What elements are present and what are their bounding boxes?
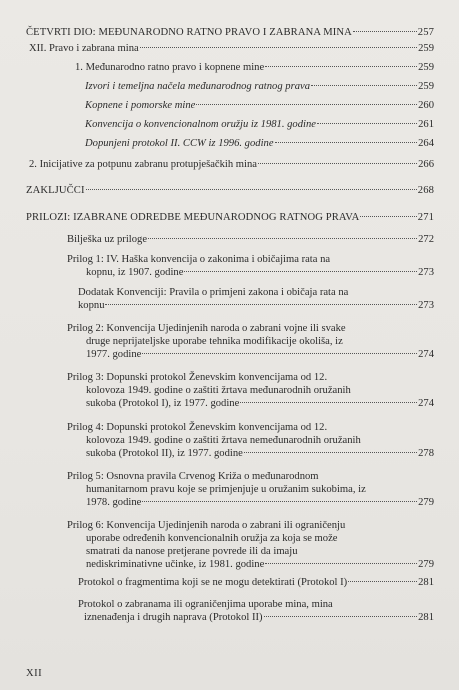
toc-title-line: humanitarnom pravu koje se primjenjuje u oružanim sukobima, iz bbox=[86, 484, 366, 495]
toc-title-line: Prilog 6: Konvencija Ujedinjenih naroda o zabrani ili ograničenju bbox=[67, 520, 346, 531]
toc-title: XII. Pravo i zabrana mina bbox=[29, 43, 139, 54]
toc-title-line: Prilog 2: Konvencija Ujedinjenih naroda o zabrani vojne ili svake bbox=[67, 323, 346, 334]
toc-page-number: 259 bbox=[418, 62, 434, 73]
toc-title-line: Protokol o zabranama ili ograničenjima uporabe mina, mina bbox=[78, 599, 333, 610]
toc-entry-note bbox=[67, 233, 434, 246]
toc-title-line: iznenađenja i drugih naprava (Protokol II) bbox=[84, 612, 263, 623]
toc-page-number: 279 bbox=[418, 497, 434, 508]
toc-page-number: 278 bbox=[418, 448, 434, 459]
toc-entry-appendix-2 bbox=[67, 322, 434, 361]
leader-dots bbox=[196, 104, 417, 105]
toc-page-number: 271 bbox=[417, 212, 434, 223]
toc-entry-section-1 bbox=[75, 61, 434, 74]
toc-entry-protocol-1 bbox=[78, 576, 434, 589]
toc-entry-section-1b bbox=[85, 99, 434, 112]
toc-page-number: 273 bbox=[418, 300, 434, 311]
toc-title: Bilješka uz priloge bbox=[67, 234, 148, 245]
toc-page-number: 281 bbox=[418, 612, 434, 623]
leader-dots bbox=[264, 616, 418, 617]
leader-dots bbox=[265, 563, 417, 564]
leader-dots bbox=[142, 353, 417, 354]
leader-dots bbox=[142, 501, 417, 502]
toc-page-number: 259 bbox=[418, 81, 434, 92]
page-number-footer: XII bbox=[26, 668, 43, 679]
leader-dots bbox=[275, 142, 418, 143]
leader-dots bbox=[240, 402, 417, 403]
toc-title-line: kolovoza 1949. godine o zaštiti žrtava nemeđunarodnih oružanih bbox=[86, 435, 361, 446]
leader-dots bbox=[105, 304, 417, 305]
toc-title-line: Prilog 5: Osnovna pravila Crvenog Križa o međunarodnom bbox=[67, 471, 319, 482]
leader-dots bbox=[184, 271, 417, 272]
leader-dots bbox=[258, 163, 417, 164]
leader-dots bbox=[148, 238, 417, 239]
toc-entry-section-1d bbox=[85, 137, 434, 150]
toc-title: ZAKLJUČCI bbox=[26, 185, 85, 196]
toc-title: 2. Inicijative za potpunu zabranu protupješačkih mina bbox=[29, 159, 257, 170]
toc-entry-section-1a bbox=[85, 80, 434, 93]
toc-title: Protokol o fragmentima koji se ne mogu detektirati (Protokol I) bbox=[78, 577, 348, 588]
toc-entry-appendix-3 bbox=[67, 371, 434, 410]
leader-dots bbox=[353, 31, 417, 32]
leader-dots bbox=[317, 123, 417, 124]
toc-title: Konvencija o konvencionalnom oružju iz 1981. godine bbox=[85, 119, 316, 130]
toc-entry-conclusions bbox=[26, 184, 434, 197]
toc-page-number: 273 bbox=[418, 267, 434, 278]
leader-dots bbox=[311, 85, 417, 86]
toc-entry-section-2 bbox=[29, 158, 434, 171]
toc-page-number: 259 bbox=[418, 43, 434, 54]
toc-entry-appendix-4 bbox=[67, 421, 434, 460]
toc-title: Kopnene i pomorske mine bbox=[85, 100, 196, 111]
toc-title-line: druge neprijateljske uporabe tehnika modifikacije okoliša, iz bbox=[86, 336, 343, 347]
leader-dots bbox=[244, 452, 417, 453]
toc-entry-appendix-6 bbox=[67, 519, 434, 571]
toc-title-line: smatrati da nanose pretjerane povrede ili da imaju bbox=[86, 546, 298, 557]
toc-page-number: 279 bbox=[418, 559, 434, 570]
leader-dots bbox=[140, 47, 417, 48]
toc-entry-appendices bbox=[26, 211, 434, 224]
toc-page-number: 261 bbox=[418, 119, 434, 130]
toc-entry-section-1c bbox=[85, 118, 434, 131]
toc-page-number: 274 bbox=[418, 398, 434, 409]
toc-title: Izvori i temeljna načela međunarodnog ratnog prava bbox=[85, 81, 310, 92]
toc-entry-appendix-5 bbox=[67, 470, 434, 509]
toc-title-line: uporabe određenih konvencionalnih oružja za koja se može bbox=[86, 533, 338, 544]
toc-title-line: 1977. godine bbox=[86, 349, 142, 360]
toc-entry-chapter-12 bbox=[29, 42, 434, 55]
toc-page-number: 266 bbox=[418, 159, 434, 170]
leader-dots bbox=[348, 581, 417, 582]
toc-title: 1. Međunarodno ratno pravo i kopnene mine bbox=[75, 62, 265, 73]
leader-dots bbox=[265, 66, 417, 67]
toc-title-line: Prilog 1: IV. Haška konvencija o zakonima i običajima rata na bbox=[67, 254, 331, 265]
toc-title-line: Dodatak Konvenciji: Pravila o primjeni zakona i običaja rata na bbox=[78, 287, 349, 298]
toc-title-line: kolovoza 1949. godine o zaštiti žrtava međunarodnih oružanih bbox=[86, 385, 351, 396]
toc-entry-appendix-1 bbox=[67, 253, 434, 279]
toc-page-number: 281 bbox=[418, 577, 434, 588]
toc-title: PRILOZI: IZABRANE ODREDBE MEĐUNARODNOG RATNOG PRAVA bbox=[26, 212, 360, 223]
toc-page-number: 274 bbox=[418, 349, 434, 360]
toc-entry-part4 bbox=[26, 26, 434, 39]
toc-title-line: kopnu bbox=[78, 300, 105, 311]
leader-dots bbox=[360, 216, 416, 217]
toc-title-line: Prilog 3: Dopunski protokol Ženevskim konvencijama od 12. bbox=[67, 372, 328, 383]
toc-title-line: nediskriminativne učinke, iz 1981. godine bbox=[86, 559, 265, 570]
toc-title-line: sukoba (Protokol II), iz 1977. godine bbox=[86, 448, 243, 459]
toc-entry-annex bbox=[78, 286, 434, 312]
toc-title: Dopunjeni protokol II. CCW iz 1996. godine bbox=[85, 138, 274, 149]
toc-title-line: sukoba (Protokol I), iz 1977. godine bbox=[86, 398, 240, 409]
toc-page-number: 272 bbox=[418, 234, 434, 245]
toc-title-line: 1978. godine bbox=[86, 497, 142, 508]
toc-entry-protocol-2 bbox=[78, 598, 434, 624]
toc-title: ČETVRTI DIO: MEĐUNARODNO RATNO PRAVO I ZABRANA MINA bbox=[26, 27, 352, 38]
toc-title-line: Prilog 4: Dopunski protokol Ženevskim konvencijama od 12. bbox=[67, 422, 328, 433]
toc-page-number: 264 bbox=[418, 138, 434, 149]
toc-title-line: kopnu, iz 1907. godine bbox=[86, 267, 184, 278]
leader-dots bbox=[86, 189, 417, 190]
toc-page-number: 260 bbox=[418, 100, 434, 111]
toc-page-number: 257 bbox=[417, 27, 434, 38]
toc-page-number: 268 bbox=[417, 185, 434, 196]
